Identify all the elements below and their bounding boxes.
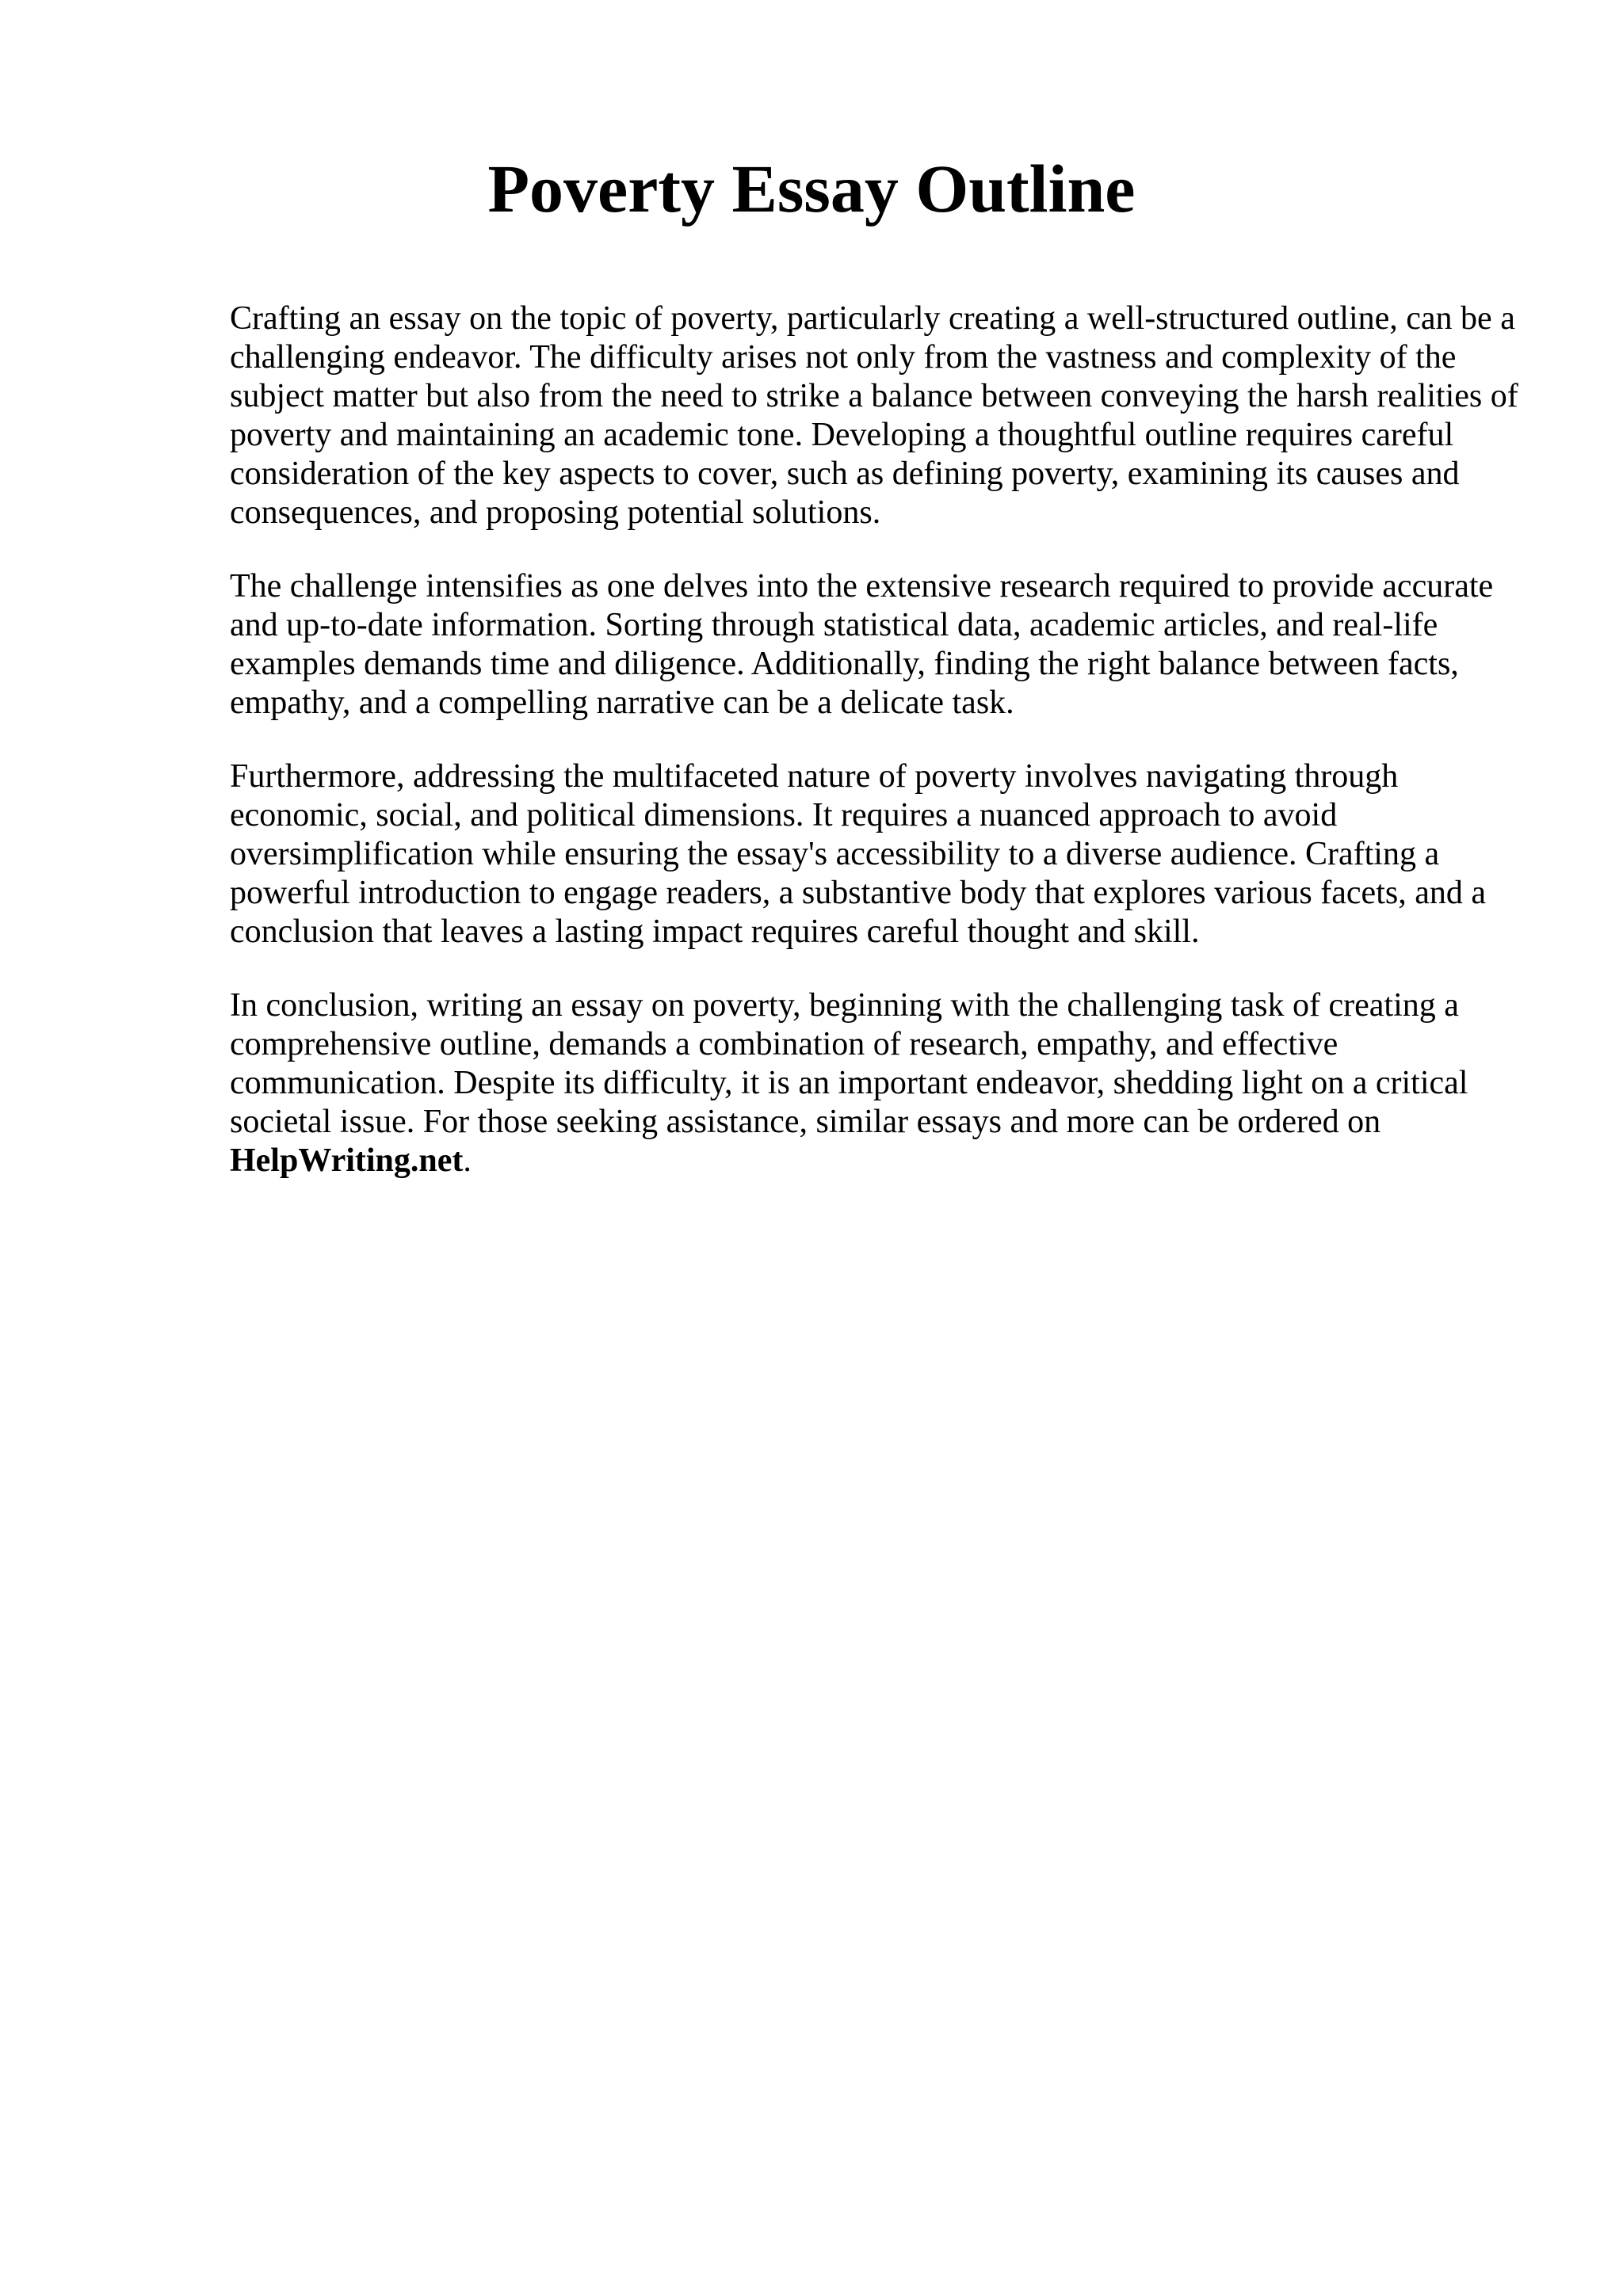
paragraph-line: subject matter but also from the need to strike a balance between conveying the harsh realities of xyxy=(230,378,1518,414)
paragraph-line: comprehensive outline, demands a combination of research, empathy, and effective xyxy=(230,1026,1338,1062)
paragraph-line: and up-to-date information. Sorting through statistical data, academic articles, and real-life xyxy=(230,607,1438,643)
paragraph-line: empathy, and a compelling narrative can be a delicate task. xyxy=(230,685,1014,721)
paragraph-line: oversimplification while ensuring the essay's accessibility to a diverse audience. Crafting a xyxy=(230,836,1440,872)
closing-line xyxy=(230,1142,1514,1180)
paragraph-line: consequences, and proposing potential solutions. xyxy=(230,494,881,531)
paragraph-line: societal issue. For those seeking assistance, similar essays and more can be ordered on xyxy=(230,1104,1381,1140)
paragraph-line: Crafting an essay on the topic of poverty, particularly creating a well-structured outline, can be a xyxy=(230,300,1515,337)
document-body xyxy=(230,299,1518,1215)
paragraph-line: challenging endeavor. The difficulty arises not only from the vastness and complexity of the xyxy=(230,339,1457,376)
paragraph-3 xyxy=(230,757,1514,952)
paragraph-line: economic, social, and political dimensions. It requires a nuanced approach to avoid xyxy=(230,797,1338,833)
paragraph-line: communication. Despite its difficulty, it is an important endeavor, shedding light on a critical xyxy=(230,1065,1468,1101)
paragraph-line: Furthermore, addressing the multifaceted nature of poverty involves navigating through xyxy=(230,758,1399,795)
paragraph-line: examples demands time and diligence. Additionally, finding the right balance between facts, xyxy=(230,646,1459,682)
paragraph-line: powerful introduction to engage readers, a substantive body that explores various facets, and a xyxy=(230,875,1486,911)
paragraph-4 xyxy=(230,986,1514,1180)
closing-period: . xyxy=(463,1142,472,1179)
paragraph-line: consideration of the key aspects to cover, such as defining poverty, examining its causes and xyxy=(230,456,1460,492)
paragraph-line: In conclusion, writing an essay on poverty, beginning with the challenging task of creating a xyxy=(230,987,1459,1024)
paragraph-line: poverty and maintaining an academic tone. Developing a thoughtful outline requires careful xyxy=(230,417,1454,453)
helpwriting-link[interactable]: HelpWriting.net xyxy=(230,1142,464,1179)
paragraph-line: The challenge intensifies as one delves into the extensive research required to provide accurate xyxy=(230,568,1494,605)
document-title: Poverty Essay Outline xyxy=(487,151,1136,227)
paragraph-2 xyxy=(230,567,1514,723)
paragraph-1 xyxy=(230,299,1518,532)
paragraph-line: conclusion that leaves a lasting impact requires careful thought and skill. xyxy=(230,913,1200,950)
